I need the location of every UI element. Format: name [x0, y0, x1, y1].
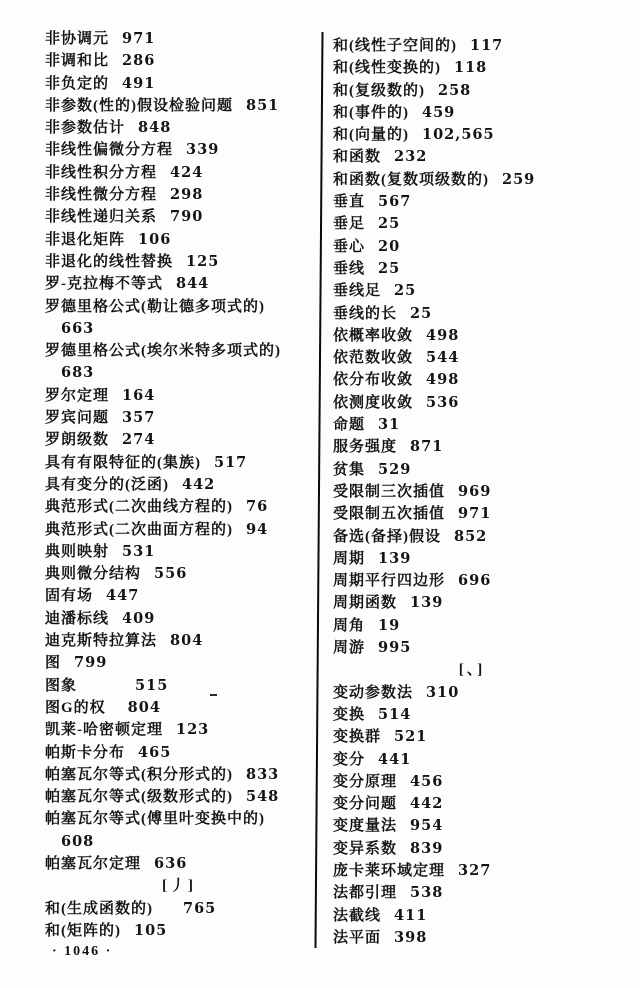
index-entry	[333, 905, 611, 927]
entry-page-ref: 683	[61, 364, 95, 382]
entry-page-ref: 139	[378, 549, 412, 567]
entry-term: 罗德里格公式(埃尔米特多项式的)	[45, 343, 281, 360]
entry-page-ref: 844	[176, 275, 210, 293]
index-entry	[333, 927, 611, 949]
section-header	[333, 659, 611, 681]
entry-page-ref: 969	[458, 482, 492, 500]
index-entry	[333, 303, 611, 325]
index-entry	[333, 570, 611, 592]
index-entry	[333, 882, 611, 904]
entry-page-ref: 25	[378, 259, 401, 277]
entry-page-ref: 94	[246, 520, 269, 538]
index-entry	[333, 793, 611, 815]
entry-page-ref: 286	[122, 52, 156, 70]
entry-page-ref: 514	[378, 705, 412, 723]
page-number: · 1046 ·	[52, 944, 113, 959]
entry-term: 罗宾问题	[45, 410, 110, 427]
entry-term: 周期平行四边形	[333, 573, 446, 590]
entry-term: 非退化的线性替换	[45, 253, 174, 270]
entry-page-ref: 804	[170, 632, 204, 650]
index-column-left	[45, 28, 313, 942]
entry-term: 帕塞瓦尔等式(傅里叶变换中的)	[45, 811, 265, 828]
index-entry	[333, 124, 611, 146]
index-entry	[333, 280, 611, 302]
entry-page-ref: 164	[122, 386, 156, 404]
entry-term: 受限制五次插值	[333, 506, 446, 523]
entry-page-ref: 538	[410, 884, 444, 902]
entry-page-ref: 833	[246, 765, 280, 783]
entry-page-ref: 608	[61, 832, 95, 850]
entry-page-ref: 531	[122, 542, 156, 560]
entry-page-ref: 139	[410, 594, 444, 612]
index-entry	[45, 229, 313, 251]
entry-page-ref: 871	[410, 438, 444, 456]
index-entry	[45, 786, 313, 808]
index-entry	[45, 139, 313, 161]
index-entry	[333, 102, 611, 124]
index-entry	[45, 831, 313, 853]
entry-term: 周期	[333, 550, 366, 567]
entry-page-ref: 298	[170, 186, 204, 204]
entry-term: 和(向量的)	[333, 127, 409, 144]
index-entry	[333, 459, 611, 481]
column-divider-rule	[314, 32, 323, 948]
entry-term: 垂线的长	[333, 305, 398, 322]
entry-term: 垂直	[333, 194, 366, 211]
index-entry	[333, 347, 611, 369]
index-entry	[45, 407, 313, 429]
entry-page-ref: 442	[182, 475, 216, 493]
entry-page-ref: 411	[394, 906, 428, 924]
index-entry	[333, 169, 611, 191]
index-entry	[333, 548, 611, 570]
entry-page-ref: 125	[186, 252, 220, 270]
entry-page-ref: 529	[378, 460, 412, 478]
section-header-label: [丿]	[162, 878, 196, 895]
entry-page-ref: 20	[378, 237, 401, 255]
index-entry	[45, 474, 313, 496]
entry-term: 非线性递归关系	[45, 209, 158, 226]
entry-term: 垂线足	[333, 283, 382, 300]
entry-page-ref: 851	[246, 96, 280, 114]
entry-term: 非参数(性的)假设检验问题	[45, 97, 233, 114]
entry-term: 典则微分结构	[45, 566, 142, 583]
entry-term: 法平面	[333, 929, 382, 946]
entry-page-ref: 398	[394, 928, 428, 946]
entry-page-ref: 327	[458, 861, 492, 879]
index-column-right	[333, 35, 611, 949]
index-entry	[45, 73, 313, 95]
entry-term: 法截线	[333, 907, 382, 924]
entry-term: 变度量法	[333, 818, 398, 835]
entry-page-ref: 498	[426, 371, 460, 389]
entry-term: 依测度收敛	[333, 394, 414, 411]
entry-page-ref: 567	[378, 193, 412, 211]
entry-page-ref: 465	[138, 743, 172, 761]
index-entry	[333, 436, 611, 458]
entry-page-ref: 25	[378, 215, 401, 233]
index-entry	[333, 637, 611, 659]
entry-term: 周期函数	[333, 595, 398, 612]
index-entry	[45, 318, 313, 340]
index-entry	[45, 853, 313, 875]
index-entry	[45, 652, 313, 674]
index-entry	[45, 362, 313, 384]
entry-page-ref: 459	[422, 103, 456, 121]
index-entry	[45, 206, 313, 228]
entry-term: 和(线性变换的)	[333, 60, 441, 77]
entry-term: 变分	[333, 751, 366, 768]
entry-term: 和(矩阵的)	[45, 922, 121, 939]
entry-term: 帕塞瓦尔等式(级数形式的)	[45, 789, 233, 806]
index-entry	[45, 117, 313, 139]
entry-page-ref: 852	[454, 527, 488, 545]
index-entry	[333, 704, 611, 726]
entry-term: 变分问题	[333, 796, 398, 813]
index-entry	[333, 749, 611, 771]
entry-term: 变异系数	[333, 840, 398, 857]
index-entry	[45, 385, 313, 407]
entry-page-ref: 25	[410, 304, 433, 322]
entry-page-ref: 274	[122, 431, 156, 449]
entry-term: 具有有限特征的(集族)	[45, 454, 201, 471]
entry-term: 迪潘标线	[45, 610, 110, 627]
index-entry	[333, 503, 611, 525]
index-entry	[333, 236, 611, 258]
entry-term: 垂线	[333, 260, 366, 277]
index-entry	[45, 496, 313, 518]
index-entry	[333, 815, 611, 837]
entry-page-ref: 106	[138, 230, 172, 248]
entry-page-ref: 515	[135, 676, 169, 694]
index-entry	[45, 95, 313, 117]
entry-page-ref: 663	[61, 319, 95, 337]
entry-term: 非线性偏微分方程	[45, 142, 174, 159]
entry-term: 周游	[333, 640, 366, 657]
index-entry	[333, 682, 611, 704]
entry-term: 具有变分的(泛函)	[45, 476, 169, 493]
entry-term: 和(生成函数的)	[45, 900, 153, 917]
entry-page-ref: 521	[394, 728, 428, 746]
scan-artifact-dash	[210, 694, 217, 696]
index-entry	[333, 191, 611, 213]
index-entry	[45, 519, 313, 541]
entry-term: 依范数收敛	[333, 350, 414, 367]
entry-term: 变动参数法	[333, 684, 414, 701]
index-entry	[333, 414, 611, 436]
index-entry	[45, 898, 313, 920]
entry-term: 非协调元	[45, 31, 110, 47]
entry-term: 帕塞瓦尔定理	[45, 855, 142, 872]
entry-term: 和(复级数的)	[333, 82, 425, 99]
entry-page-ref: 456	[410, 772, 444, 790]
index-entry	[45, 764, 313, 786]
entry-term: 非线性积分方程	[45, 164, 158, 181]
entry-term: 迪克斯特拉算法	[45, 633, 158, 650]
index-entry	[333, 146, 611, 168]
entry-page-ref: 357	[122, 409, 156, 427]
entry-term: 典则映射	[45, 543, 110, 560]
index-entry	[45, 162, 313, 184]
entry-term: 凯莱-哈密顿定理	[45, 722, 163, 739]
entry-term: 和(线性子空间的)	[333, 38, 457, 54]
entry-page-ref: 232	[394, 148, 428, 166]
entry-page-ref: 995	[378, 639, 412, 657]
entry-page-ref: 954	[410, 817, 444, 835]
entry-page-ref: 517	[214, 453, 248, 471]
entry-term: 非负定的	[45, 75, 110, 92]
index-entry	[45, 251, 313, 273]
entry-page-ref: 424	[170, 163, 204, 181]
index-entry	[333, 860, 611, 882]
entry-term: 图象	[45, 677, 78, 694]
index-entry	[45, 28, 313, 50]
entry-page-ref: 442	[410, 795, 444, 813]
entry-page-ref: 31	[378, 416, 401, 434]
entry-page-ref: 123	[176, 721, 210, 739]
index-entry	[333, 258, 611, 280]
index-entry	[333, 80, 611, 102]
entry-term: 法都引理	[333, 885, 398, 902]
index-entry	[45, 563, 313, 585]
index-entry	[45, 808, 313, 830]
entry-page-ref: 409	[122, 609, 156, 627]
entry-term: 受限制三次插值	[333, 483, 446, 500]
entry-term: 服务强度	[333, 439, 398, 456]
entry-term: 垂心	[333, 238, 366, 255]
index-entry	[45, 296, 313, 318]
entry-term: 非退化矩阵	[45, 231, 126, 248]
entry-page-ref: 839	[410, 839, 444, 857]
section-header-label: [、]	[458, 662, 486, 679]
entry-term: 和函数	[333, 149, 382, 166]
index-entry	[45, 742, 313, 764]
index-entry	[45, 340, 313, 362]
entry-term: 贫集	[333, 461, 366, 478]
index-entry	[45, 452, 313, 474]
entry-term: 罗朗级数	[45, 432, 110, 449]
entry-page-ref: 441	[378, 750, 412, 768]
entry-page-ref: 25	[394, 282, 417, 300]
entry-term: 非调和比	[45, 53, 110, 70]
entry-term: 命题	[333, 417, 366, 434]
entry-term: 图	[45, 655, 62, 672]
entry-term: 罗德里格公式(勒让德多项式的)	[45, 298, 265, 315]
entry-term: 依概率收敛	[333, 327, 414, 344]
index-entry	[333, 369, 611, 391]
entry-term: 典范形式(二次曲面方程的)	[45, 521, 233, 538]
entry-term: 和函数(复数项级数的)	[333, 171, 489, 188]
entry-term: 备选(备择)假设	[333, 528, 441, 545]
entry-page-ref: 259	[502, 170, 536, 188]
entry-page-ref: 971	[122, 30, 156, 47]
entry-page-ref: 118	[454, 59, 488, 77]
index-entry	[45, 184, 313, 206]
entry-page-ref: 556	[154, 565, 188, 583]
index-entry	[45, 675, 313, 697]
entry-page-ref: 636	[154, 854, 188, 872]
entry-term: 图G的权	[45, 699, 106, 716]
entry-term: 固有场	[45, 588, 94, 605]
index-entry	[45, 429, 313, 451]
index-entry	[333, 726, 611, 748]
entry-page-ref: 310	[426, 683, 460, 701]
entry-page-ref: 765	[183, 899, 217, 917]
index-entry	[333, 838, 611, 860]
entry-page-ref: 339	[186, 141, 220, 159]
index-entry	[45, 697, 313, 719]
index-entry	[45, 585, 313, 607]
entry-page-ref: 971	[458, 505, 492, 523]
entry-page-ref: 258	[438, 81, 472, 99]
entry-page-ref: 804	[127, 698, 161, 716]
entry-page-ref: 491	[122, 74, 156, 92]
index-entry	[333, 213, 611, 235]
entry-page-ref: 799	[74, 654, 108, 672]
entry-term: 典范形式(二次曲线方程的)	[45, 499, 233, 516]
entry-page-ref: 102,565	[422, 126, 495, 144]
index-entry	[333, 35, 611, 57]
index-entry	[333, 526, 611, 548]
index-entry	[333, 325, 611, 347]
entry-page-ref: 447	[106, 587, 140, 605]
index-entry	[45, 50, 313, 72]
entry-page-ref: 498	[426, 326, 460, 344]
index-entry	[45, 719, 313, 741]
entry-page-ref: 19	[378, 616, 401, 634]
index-entry	[333, 592, 611, 614]
entry-term: 和(事件的)	[333, 104, 409, 121]
entry-term: 庞卡莱环域定理	[333, 862, 446, 879]
entry-term: 依分布收敛	[333, 372, 414, 389]
entry-term: 变分原理	[333, 773, 398, 790]
entry-term: 罗-克拉梅不等式	[45, 276, 163, 293]
entry-page-ref: 76	[246, 498, 269, 516]
index-entry	[333, 771, 611, 793]
entry-term: 帕塞瓦尔等式(积分形式的)	[45, 766, 233, 783]
section-header	[45, 875, 313, 897]
entry-page-ref: 536	[426, 393, 460, 411]
index-entry	[45, 608, 313, 630]
entry-page-ref: 117	[470, 37, 504, 54]
entry-page-ref: 548	[246, 788, 280, 806]
index-entry	[45, 920, 313, 942]
entry-page-ref: 105	[134, 921, 168, 939]
index-entry	[333, 481, 611, 503]
index-entry	[45, 273, 313, 295]
entry-term: 非参数估计	[45, 120, 126, 137]
entry-term: 周角	[333, 617, 366, 634]
entry-page-ref: 790	[170, 208, 204, 226]
entry-page-ref: 848	[138, 119, 172, 137]
index-entry	[333, 615, 611, 637]
entry-term: 变换群	[333, 729, 382, 746]
entry-term: 罗尔定理	[45, 387, 110, 404]
entry-term: 帕斯卡分布	[45, 744, 126, 761]
entry-term: 垂足	[333, 216, 366, 233]
index-entry	[45, 630, 313, 652]
entry-page-ref: 696	[458, 572, 492, 590]
index-entry	[45, 541, 313, 563]
index-entry	[333, 392, 611, 414]
entry-term: 非线性微分方程	[45, 187, 158, 204]
entry-page-ref: 544	[426, 349, 460, 367]
index-entry	[333, 57, 611, 79]
entry-term: 变换	[333, 706, 366, 723]
